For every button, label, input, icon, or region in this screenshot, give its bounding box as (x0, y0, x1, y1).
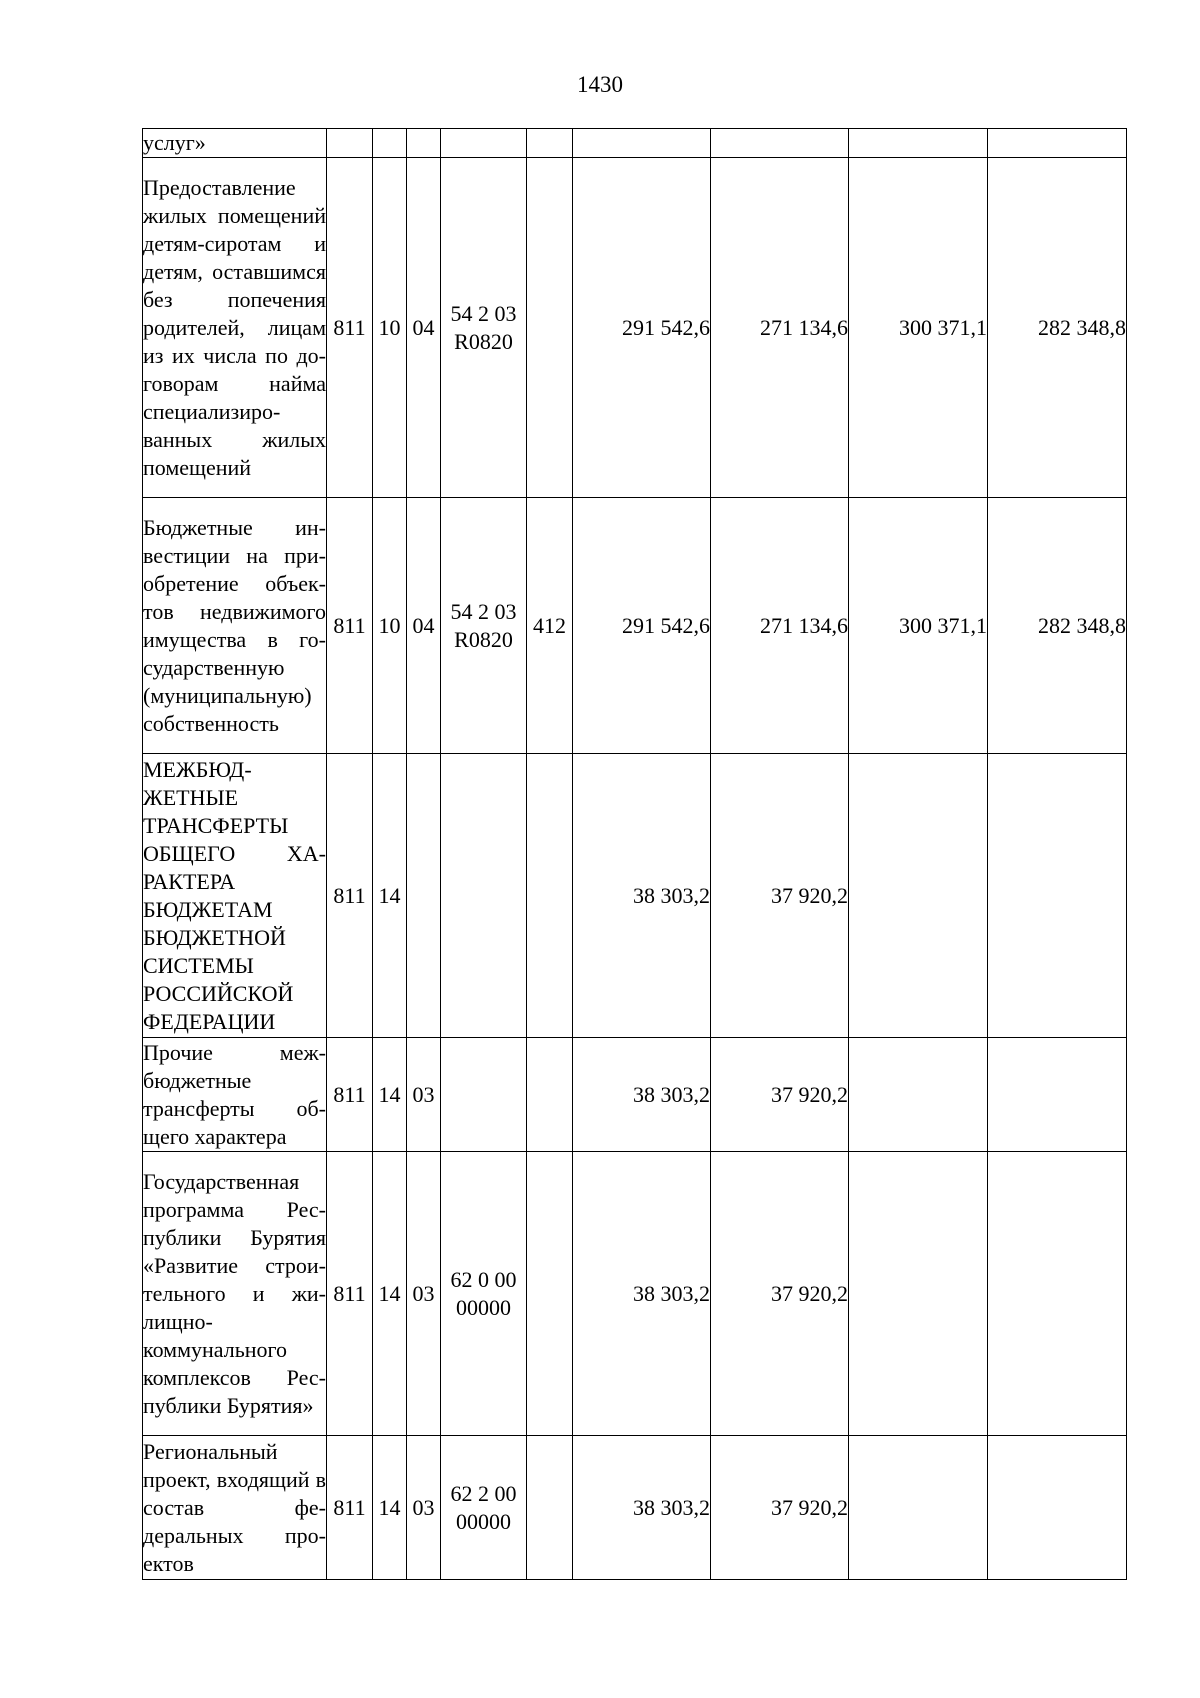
amount-3: 300 371,1 (849, 498, 988, 754)
amount-1: 38 303,2 (573, 1152, 711, 1436)
table-body (143, 129, 1127, 1580)
section-code: 14 (373, 1152, 407, 1436)
amount-4: 282 348,8 (988, 158, 1127, 498)
target-article-line1: 54 2 03 (450, 598, 517, 624)
target-article-code (441, 129, 527, 158)
amount-4 (988, 1152, 1127, 1436)
amount-2: 271 134,6 (711, 498, 849, 754)
target-article-line1: 54 2 03 (450, 300, 517, 326)
target-article-code (441, 1038, 527, 1152)
ministry-code: 811 (327, 1436, 373, 1580)
amount-1 (573, 129, 711, 158)
amount-2 (711, 129, 849, 158)
amount-4 (988, 1436, 1127, 1580)
amount-3 (849, 129, 988, 158)
subsection-code: 04 (407, 498, 441, 754)
row-name: Прочие межбюджетные трансферты общего характера (143, 1038, 327, 1152)
budget-table (142, 128, 1127, 1580)
expense-type-code (527, 1152, 573, 1436)
section-code: 14 (373, 754, 407, 1038)
amount-1: 38 303,2 (573, 754, 711, 1038)
expense-type-code (527, 754, 573, 1038)
table-row (143, 158, 1127, 498)
subsection-code (407, 129, 441, 158)
amount-2: 37 920,2 (711, 754, 849, 1038)
amount-3 (849, 1152, 988, 1436)
ministry-code: 811 (327, 754, 373, 1038)
expense-type-code (527, 129, 573, 158)
target-article-line2: 00000 (456, 1508, 511, 1534)
ministry-code: 811 (327, 1038, 373, 1152)
row-name: Предоставление жилых помещений детям-сиротам и детям, оставшимся без попечения родителей, лицам из их числа по договорам найма специализированных жилых помещений (143, 158, 327, 498)
page-number: 1430 (577, 72, 623, 97)
section-code: 14 (373, 1038, 407, 1152)
target-article-code (441, 1436, 527, 1580)
section-code: 10 (373, 498, 407, 754)
target-article-code (441, 498, 527, 754)
target-article-line1: 62 0 00 (450, 1266, 517, 1292)
row-name: МЕЖБЮДЖЕТНЫЕ ТРАНСФЕРТЫ ОБЩЕГО ХАРАКТЕРА БЮДЖЕТАМ БЮДЖЕТНОЙ СИСТЕМЫ РОССИЙСКОЙ ФЕДЕРАЦИИ (143, 754, 327, 1038)
table-row (143, 1436, 1127, 1580)
section-code: 10 (373, 158, 407, 498)
amount-4: 282 348,8 (988, 498, 1127, 754)
amount-3: 300 371,1 (849, 158, 988, 498)
subsection-code: 03 (407, 1436, 441, 1580)
row-name: Региональный проект, входящий в состав федеральных проектов (143, 1436, 327, 1580)
ministry-code (327, 129, 373, 158)
row-name: Бюджетные инвестиции на приобретение объектов недвижимого имущества в государственную (муниципальную) собственность (143, 498, 327, 754)
target-article-code (441, 754, 527, 1038)
amount-2: 37 920,2 (711, 1436, 849, 1580)
expense-type-code (527, 1038, 573, 1152)
ministry-code: 811 (327, 1152, 373, 1436)
table-row (143, 498, 1127, 754)
amount-1: 291 542,6 (573, 498, 711, 754)
subsection-code (407, 754, 441, 1038)
amount-1: 291 542,6 (573, 158, 711, 498)
subsection-code: 03 (407, 1038, 441, 1152)
section-code: 14 (373, 1436, 407, 1580)
subsection-code: 03 (407, 1152, 441, 1436)
amount-4 (988, 129, 1127, 158)
target-article-code (441, 158, 527, 498)
amount-3 (849, 754, 988, 1038)
row-name: Государственная программа Республики Бурятия «Развитие строительного и жилищно-коммунального комплексов Республики Бурятия» (143, 1152, 327, 1436)
amount-1: 38 303,2 (573, 1038, 711, 1152)
target-article-line2: R0820 (454, 626, 513, 652)
table-row (143, 129, 1127, 158)
amount-2: 37 920,2 (711, 1038, 849, 1152)
amount-4 (988, 754, 1127, 1038)
amount-3 (849, 1038, 988, 1152)
target-article-code (441, 1152, 527, 1436)
subsection-code: 04 (407, 158, 441, 498)
amount-2: 271 134,6 (711, 158, 849, 498)
ministry-code: 811 (327, 498, 373, 754)
row-name: услуг» (143, 129, 327, 158)
ministry-code: 811 (327, 158, 373, 498)
target-article-line1: 62 2 00 (450, 1480, 517, 1506)
section-code (373, 129, 407, 158)
expense-type-code (527, 158, 573, 498)
target-article-line2: R0820 (454, 328, 513, 354)
target-article-line2: 00000 (456, 1294, 511, 1320)
expense-type-code (527, 1436, 573, 1580)
amount-3 (849, 1436, 988, 1580)
amount-1: 38 303,2 (573, 1436, 711, 1580)
table-row (143, 754, 1127, 1038)
table-row (143, 1038, 1127, 1152)
table-row (143, 1152, 1127, 1436)
amount-4 (988, 1038, 1127, 1152)
amount-2: 37 920,2 (711, 1152, 849, 1436)
expense-type-code: 412 (527, 498, 573, 754)
